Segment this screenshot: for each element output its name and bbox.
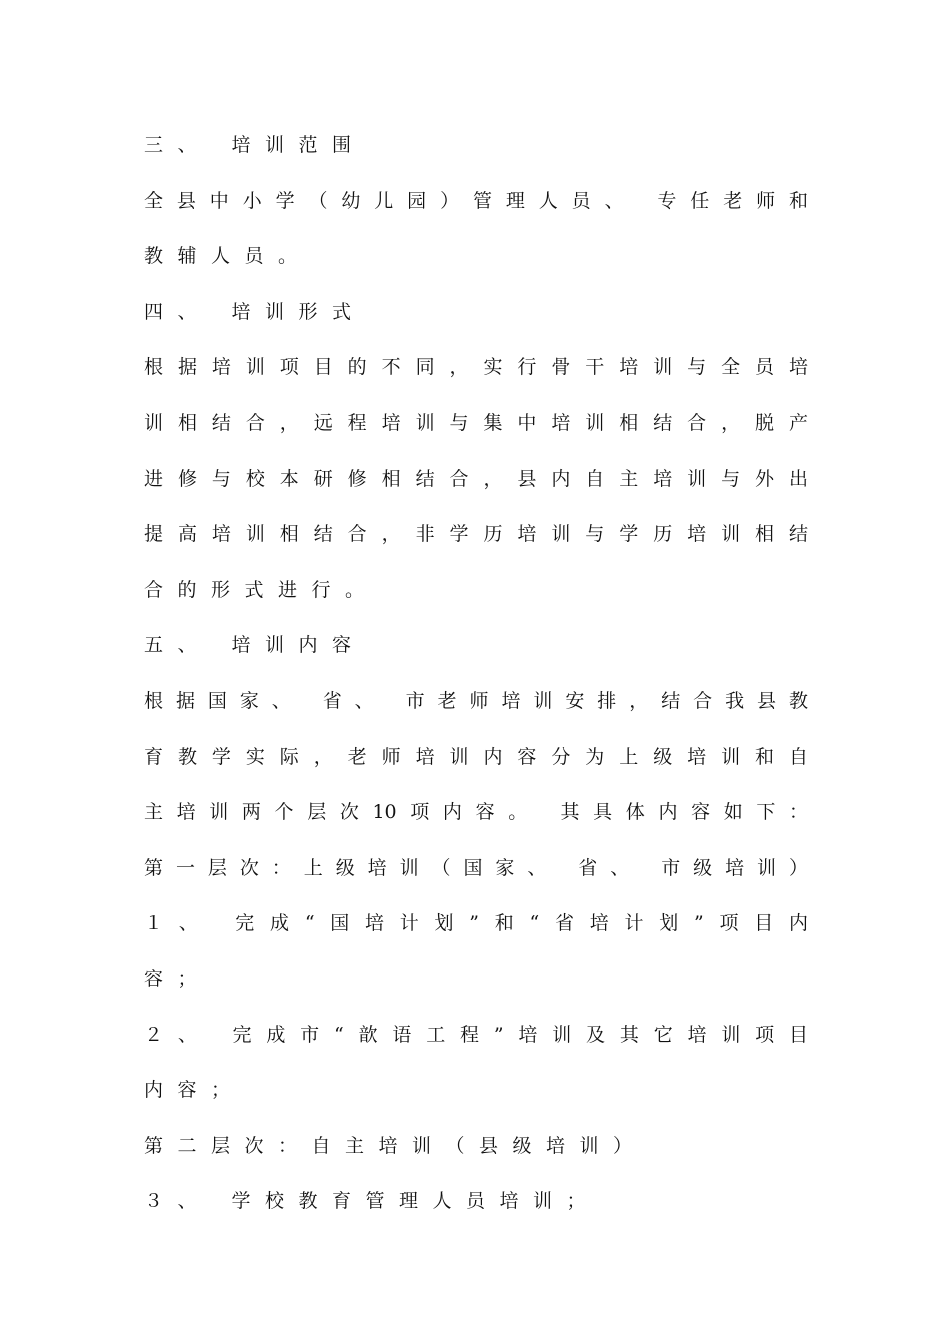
list-item-line: ３、 学校教育管理人员培训；: [144, 1190, 601, 1213]
section-heading-scope: 三、 培训范围: [144, 134, 366, 156]
paragraph-line: 教辅人员。: [144, 245, 312, 268]
list-item-line: ２、 完成市“歆语工程”培训及其它培训项目: [144, 1023, 808, 1046]
paragraph-line: 主培训两个层次10项内容。 其具体内容如下：: [144, 801, 808, 824]
paragraph-line: 合的形式进行。: [144, 578, 379, 601]
list-item-line: １、 完成“国培计划”和“省培计划”项目内: [144, 912, 808, 935]
document-body: [144, 131, 808, 1243]
list-item-line: 内容；: [144, 1079, 245, 1102]
paragraph-line: 根据培训项目的不同，实行骨干培训与全员培: [144, 356, 808, 379]
level-heading-second: 第二层次：自主培训（县级培训）: [144, 1134, 647, 1157]
level-heading-first: 第一层次：上级培训（国家、 省、 市级培训）: [144, 856, 808, 879]
list-item-line: 容；: [144, 967, 212, 990]
paragraph-line: 提高培训相结合，非学历培训与学历培训相结: [144, 523, 808, 546]
section-heading-format: 四、 培训形式: [144, 300, 366, 323]
paragraph-line: 进修与校本研修相结合，县内自主培训与外出: [144, 467, 808, 490]
paragraph-line: 根据国家、 省、 市老师培训安排，结合我县教: [144, 689, 808, 712]
paragraph-line: 全县中小学（幼儿园）管理人员、 专任老师和: [144, 189, 808, 212]
section-heading-content: 五、 培训内容: [144, 634, 366, 657]
paragraph-line: 训相结合，远程培训与集中培训相结合，脱产: [144, 411, 808, 434]
paragraph-line: 育教学实际，老师培训内容分为上级培训和自: [144, 745, 808, 768]
